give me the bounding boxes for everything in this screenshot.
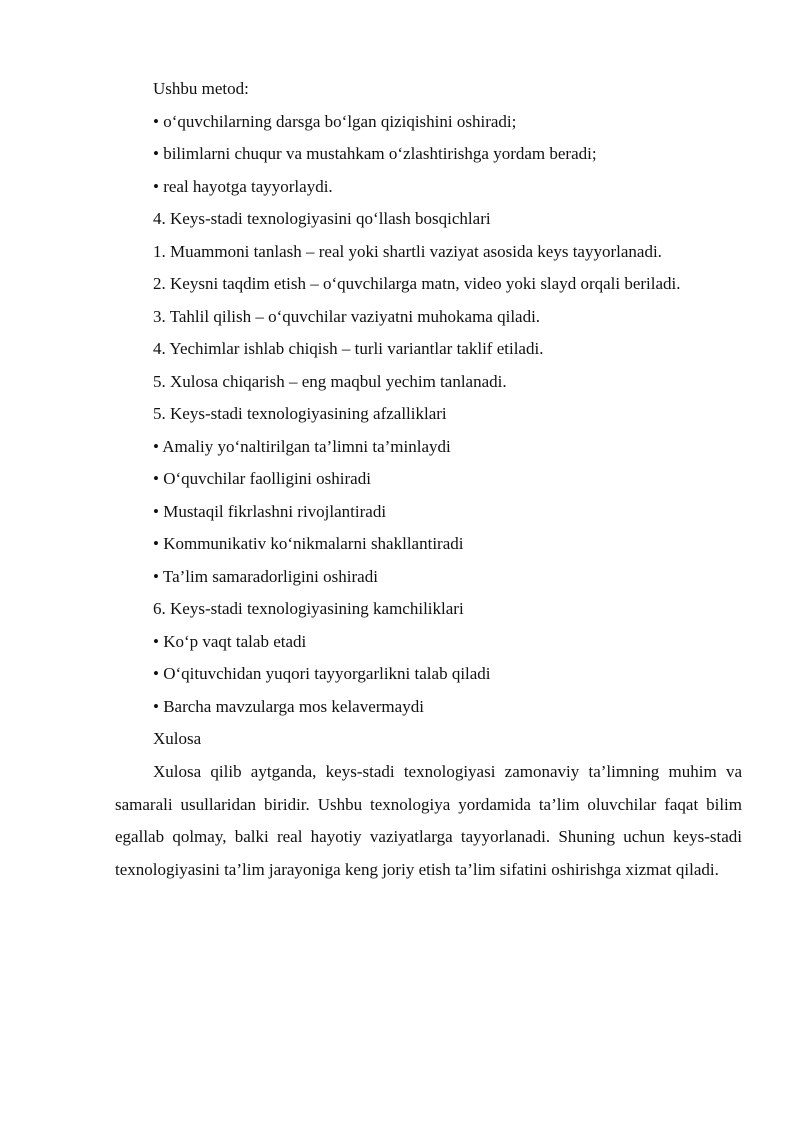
bullet-item: • Amaliy yo‘naltirilgan ta’limni ta’minlaydi [153, 437, 451, 456]
bullet-item: • Ta’lim samaradorligini oshiradi [153, 567, 378, 586]
numbered-item: 2. Keysni taqdim etish – o‘quvchilarga matn, video yoki slayd orqali beriladi. [153, 274, 681, 293]
section-heading: 5. Keys-stadi texnologiyasining afzalliklari [153, 404, 447, 423]
conclusion-paragraph: Xulosa qilib aytganda, keys-stadi texnologiyasi zamonaviy ta’limning muhim va samarali usullaridan biridir. Ushbu texnologiya yordamida ta’lim oluvchilar faqat bilim egallab qolmay, balki real hayotiy vaziyatlarga tayyorlanadi. Shuning uchun keys-stadi texnologiyasini ta’lim jarayoniga keng joriy etish ta’lim sifatini oshirishga xizmat qiladi. [115, 762, 742, 879]
bullet-item: • Mustaqil fikrlashni rivojlantiradi [153, 502, 387, 521]
bullet-item: • O‘quvchilar faolligini oshiradi [153, 469, 371, 488]
bullet-item: • o‘quvchilarning darsga bo‘lgan qiziqishini oshiradi; [153, 112, 517, 131]
numbered-item: 1. Muammoni tanlash – real yoki shartli vaziyat asosida keys tayyorlanadi. [153, 242, 662, 261]
intro-line: Ushbu metod: [153, 79, 249, 98]
bullet-item: • Kommunikativ ko‘nikmalarni shakllantiradi [153, 534, 464, 553]
numbered-item: 3. Tahlil qilish – o‘quvchilar vaziyatni muhokama qiladi. [153, 307, 541, 326]
bullet-item: • real hayotga tayyorlaydi. [153, 177, 333, 196]
numbered-item: 5. Xulosa chiqarish – eng maqbul yechim tanlanadi. [153, 372, 507, 391]
bullet-item: • Ko‘p vaqt talab etadi [153, 632, 307, 651]
bullet-item: • bilimlarni chuqur va mustahkam o‘zlashtirishga yordam beradi; [153, 144, 597, 163]
section-heading: Xulosa [153, 729, 202, 748]
numbered-item: 4. Yechimlar ishlab chiqish – turli variantlar taklif etiladi. [153, 339, 544, 358]
section-heading: 6. Keys-stadi texnologiyasining kamchiliklari [153, 599, 464, 618]
bullet-item: • O‘qituvchidan yuqori tayyorgarlikni talab qiladi [153, 664, 491, 683]
bullet-item: • Barcha mavzularga mos kelavermaydi [153, 697, 424, 716]
section-heading: 4. Keys-stadi texnologiyasini qo‘llash bosqichlari [153, 209, 491, 228]
